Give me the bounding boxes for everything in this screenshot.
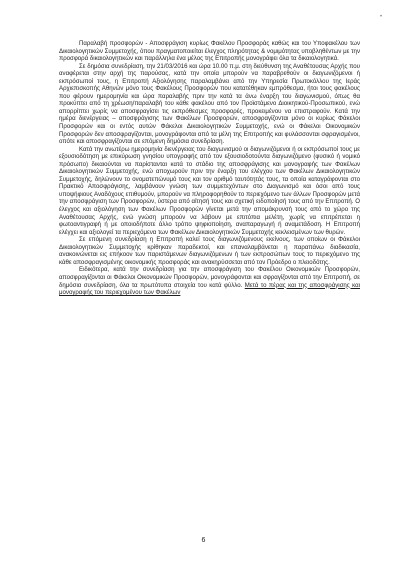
underlined-text: Μετά το πέρας και της αποσφράγισης και μονογραφής του περιεχομένου των Φακέλων (59, 281, 360, 297)
paragraph: Παραλαβή προσφορών - Αποσφράγιση κυρίως Φακέλου Προσφοράς καθώς και του Υποφακέλου των Δικαιολογητικών Συμμετοχής, όπου πραγματοποιείται έλεγχος πληρότητας & νομιμότητας υποβληθέντων με την προσφορά δικαιολογητικών και παράλληλα ένα μέλος της Επιτροπής μονογράφει όλα τα δικαιολογητικά. (59, 40, 360, 63)
paragraph: Σε δημόσια συνεδρίαση, την 21/03/2016 και ώρα 10.00 π.μ. στη διεύθυνση της Αναθέτουσας Αρχής που αναφέρεται στην αρχή της παρούσας, κατά την οποία μπορούν να παραβρεθούν οι διαγωνιζόμενοι ή εκπρόσωποί τους, η Επιτροπή Αξιολόγησης παραλαμβάνει από την Υπηρεσία Πρωτοκόλλου της Ιεράς Αρχιεπισκοπής Αθηνών μόνο τους Φακέλους Προσφορών που κατατέθηκαν εμπρόθεσμα, ήτοι τους φακέλους που φέρουν ημερομηνία και ώρα παραλαβής πριν την κατά τα άνω έναρξη του διαγωνισμού, όπως θα προκύπτει από τη χρέωση/παραλαβή του κάθε φακέλου από τον Προϊστάμενο Διοικητικού-Προσωπικού, ενώ απορρίπτει χωρίς να αποσφραγίσει τις εκπρόθεσμες προσφορές, προκειμένου να επιστραφούν. Κατά την ημέρα διενέργειας – αποσφράγισης των Φακέλων Προσφορών, αποσφραγίζονται μόνο οι κυρίως Φάκελοι Προσφορών και οι εντός αυτών Φάκελοι Δικαιολογητικών Συμμετοχής, ενώ οι Φάκελοι Οικονομικών Προσφορών δεν αποσφραγίζονται, μονογράφονται από τα μέλη της Επιτροπής και φυλάσσονται σφραγισμένοι, οπότε και αποσφραγίζονται σε επόμενη δημόσια συνεδρίαση. (59, 62, 360, 146)
body-text (59, 40, 360, 297)
paragraph-text: Ειδικότερα, κατά την συνεδρίαση για την αποσφράγιση του Φακέλου Οικονομικών Προσφορών, αποσφραγίζονται οι Φάκελοι Οικονομικών Προσφορών, μονογράφονται και σφραγίζονται από την Επιτροπή, σε δημόσια συνεδρίαση, όλα τα πρωτότυπα στοιχεία του κατά φύλλο. (59, 266, 360, 289)
paragraph-last (59, 266, 360, 296)
paragraph: Κατά την ανωτέρω ημερομηνία διενέργειας του διαγωνισμού οι διαγωνιζόμενοι ή οι εκπρόσωποί τους με εξουσιοδότηση με επικύρωση γνησίου υπογραφής από τον εξουσιοδοτούντα διαγωνιζόμενο (φυσικό ή νομικό πρόσωπο) δικαιούνται να παρίστανται κατά το στάδιο της αποσφράγισης και μονογραφής των Φακέλων Δικαιολογητικών Συμμετοχής, ενώ αποχωρούν πριν την έναρξη του ελέγχου των Φακέλων Δικαιολογητικών Συμμετοχής, δηλώνουν το ονοματεπώνυμό τους και τον αριθμό ταυτότητάς τους, τα οποία καταγράφονται στο Πρακτικό Αποσφράγισης, λαμβάνουν γνώση των συμμετεχόντων στο Διαγωνισμό και όσοι από τους υποψήφιους Αναδόχους επιθυμούν, μπορούν να πληροφορηθούν το περιεχόμενο των άλλων Προσφορών μετά την αποσφράγιση των Προσφορών, ύστερα από αίτησή τους και σχετική ειδοποίησή τους από την Επιτροπή. Ο έλεγχος και αξιολόγηση των Φακέλων Προσφορών γίνεται μετά την απομάκρυνσή τους από το χώρο της Αναθέτουσας Αρχής, ενώ γνώση μπορούν να λάβουν με επιτόπια μελέτη, χωρίς να επιτρέπεται η φωτοαντιγραφή ή με οποιοδήποτε άλλο τρόπο ψηφιοποίηση, αναπαραγωγή ή αναμετάδοση. Η Επιτροπή ελέγχει και αξιολογεί τα περιεχόμενα των Φακέλων Δικαιολογητικών Συμμετοχής κεκλεισμένων των θυρών. (59, 145, 360, 236)
corner-mark: • (380, 14, 383, 20)
paragraph: Σε επόμενη συνεδρίαση η Επιτροπή καλεί τους διαγωνιζόμενους εκείνους, των οποίων οι Φάκελοι Δικαιολογητικών Συμμετοχής κρίθηκαν παραδεκτοί, και επαναλαμβάνεται η παραπάνω διαδικασία, ανακοινώνεται εις επήκοον των παριστάμενων διαγωνιζόμενων ή των εκπροσώπων τους το περιεχόμενο της κάθε αποσφραγισμένης οικονομικής προσφοράς και ανακηρύσσεται από τον Πρόεδρο ο πλειοδότης. (59, 236, 360, 266)
page-number: 6 (201, 537, 206, 544)
